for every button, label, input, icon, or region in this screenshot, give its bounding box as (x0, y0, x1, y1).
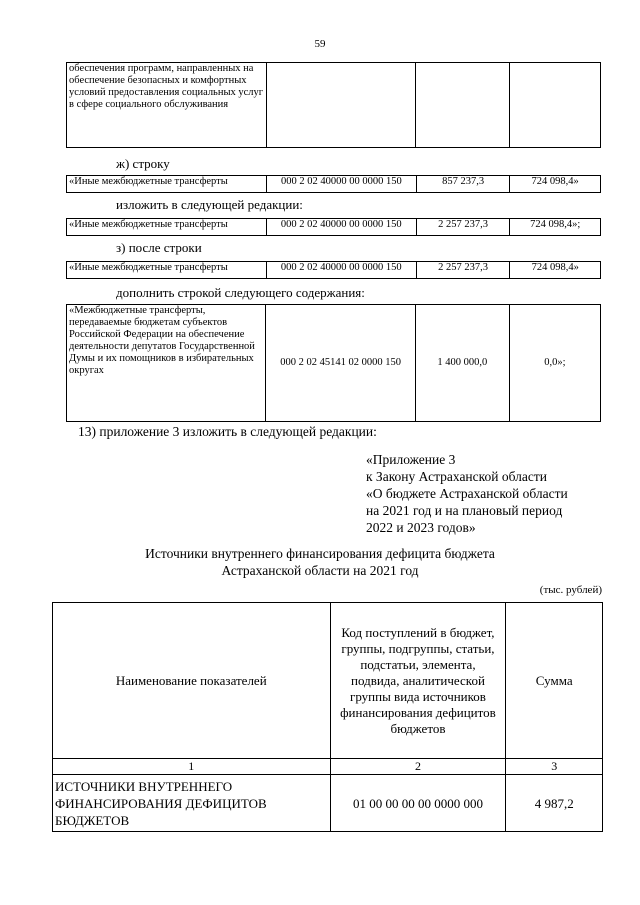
table-row (67, 63, 601, 148)
appendix-line: 2022 и 2023 годов» (366, 520, 476, 535)
appendix-line: «Приложение 3 (366, 452, 456, 467)
paragraph-zh: ж) строку (116, 156, 170, 171)
continuation-table (66, 62, 601, 148)
row-table-d (66, 304, 601, 422)
sources-table (52, 602, 603, 832)
page-number: 59 (314, 38, 326, 50)
appendix-caption (366, 451, 568, 536)
header-code: Код поступлений в бюджет, группы, подгруппы, статьи, подстатьи, элемента, подвида, аналитической группы вида источников финансирования дефицитов бюджетов (330, 603, 506, 759)
header-name: Наименование показателей (53, 603, 331, 759)
table-cell: 2 257 237,3 (416, 219, 510, 236)
table-cell: 2 257 237,3 (416, 262, 510, 279)
table-cell: обеспечения программ, направленных на обеспечение безопасных и комфортных условий предоставления социальных услуг в сфере социального обслуживания (67, 63, 267, 148)
appendix-line: на 2021 год и на плановый период (366, 503, 563, 518)
row-sum: 4 987,2 (506, 775, 603, 832)
table-cell: 724 098,4»; (510, 219, 601, 236)
table-cell: 000 2 02 40000 00 0000 150 (266, 176, 416, 193)
header-sum: Сумма (506, 603, 603, 759)
appendix-line: «О бюджете Астраханской области (366, 486, 568, 501)
table-cell: 857 237,3 (416, 176, 509, 193)
table-cell: 1 400 000,0 (415, 305, 509, 422)
paragraph-z: з) после строки (116, 240, 202, 255)
row-table-b (66, 218, 601, 236)
row-name: ИСТОЧНИКИ ВНУТРЕННЕГО ФИНАНСИРОВАНИЯ ДЕФИЦИТОВ БЮДЖЕТОВ (53, 775, 331, 832)
table-cell: 724 098,4» (510, 262, 601, 279)
heading-line: Астраханской области на 2021 год (221, 563, 419, 578)
paragraph-13: 13) приложение 3 изложить в следующей редакции: (78, 424, 377, 439)
table-cell: «Межбюджетные трансферты, передаваемые бюджетам субъектов Российской Федерации на обеспечение деятельности депутатов Государственной Думы и их помощников в избирательных округах (67, 305, 266, 422)
table-row (53, 775, 603, 832)
table-cell: 000 2 02 45141 02 0000 150 (266, 305, 415, 422)
table-header-row (53, 603, 603, 759)
sources-heading (0, 545, 640, 579)
row-code: 01 00 00 00 00 0000 000 (330, 775, 506, 832)
table-row (67, 219, 601, 236)
table-numbers-row (53, 759, 603, 775)
table-cell: 724 098,4» (510, 176, 601, 193)
table-row (67, 305, 601, 422)
table-cell: «Иные межбюджетные трансферты (67, 219, 267, 236)
table-cell: 0,0»; (509, 305, 600, 422)
column-number: 1 (53, 759, 331, 775)
paragraph-change: изложить в следующей редакции: (116, 197, 303, 212)
column-number: 2 (330, 759, 506, 775)
table-cell: 000 2 02 40000 00 0000 150 (266, 262, 416, 279)
table-cell: «Иные межбюджетные трансферты (67, 262, 267, 279)
row-table-a (66, 175, 601, 193)
table-row (67, 176, 601, 193)
table-cell (509, 63, 600, 148)
table-cell (415, 63, 509, 148)
column-number: 3 (506, 759, 603, 775)
units-note: (тыс. рублей) (539, 584, 602, 596)
table-cell: 000 2 02 40000 00 0000 150 (266, 219, 416, 236)
table-row (67, 262, 601, 279)
table-cell (266, 63, 415, 148)
row-table-c (66, 261, 601, 279)
table-cell: «Иные межбюджетные трансферты (67, 176, 267, 193)
paragraph-add: дополнить строкой следующего содержания: (116, 285, 365, 300)
appendix-line: к Закону Астраханской области (366, 469, 548, 484)
heading-line: Источники внутреннего финансирования дефицита бюджета (145, 546, 495, 561)
